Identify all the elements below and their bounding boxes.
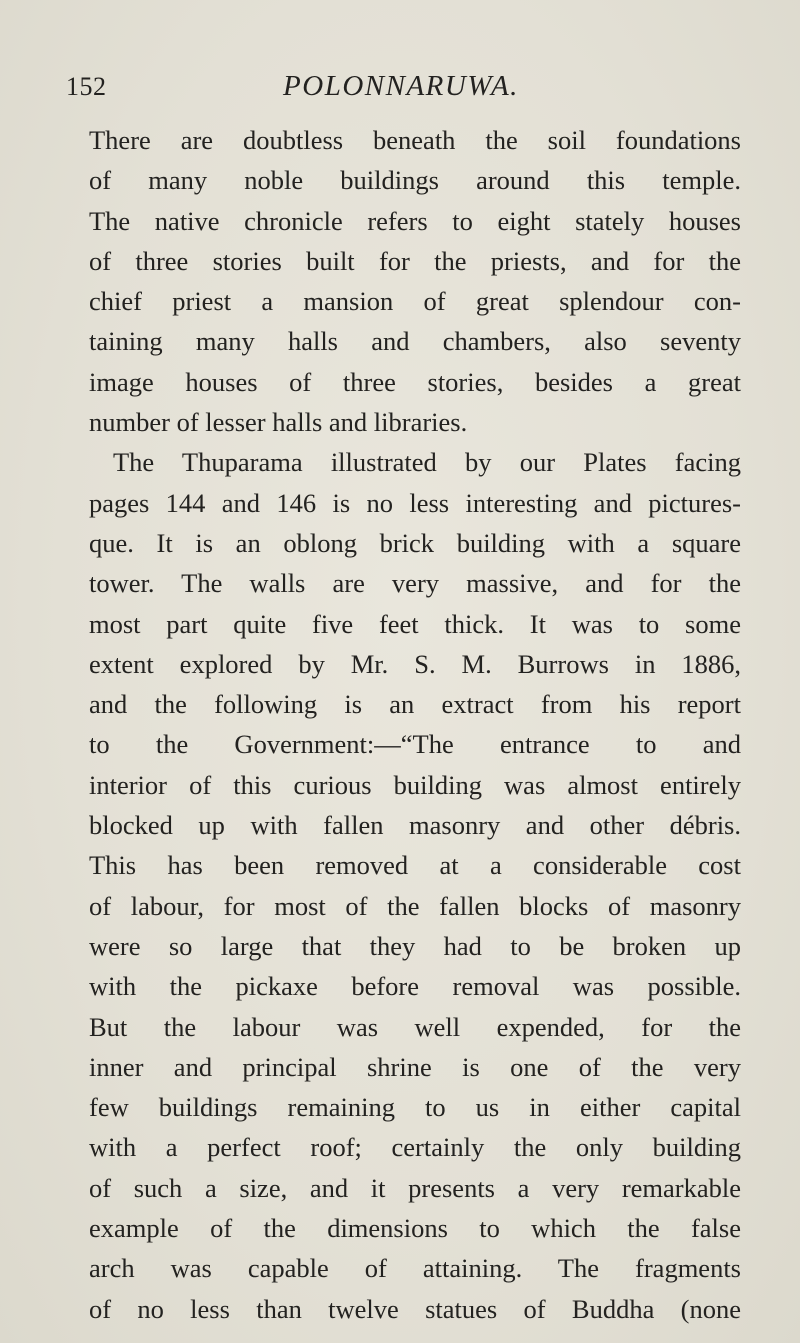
- running-head: [66, 66, 736, 106]
- text-line: pages 144 and 146 is no less interesting and pictures-: [89, 487, 741, 518]
- text-line: few buildings remaining to us in either capital: [89, 1092, 741, 1123]
- text-line: to the Government:—“The entrance to and: [89, 729, 741, 760]
- text-line: The native chronicle refers to eight stately houses: [89, 205, 741, 236]
- text-line: of labour, for most of the fallen blocks of masonry: [89, 890, 741, 921]
- text-line: blocked up with fallen masonry and other débris.: [89, 810, 741, 841]
- text-line: arch was capable of attaining. The fragments: [89, 1253, 741, 1284]
- text-line: of three stories built for the priests, and for the: [89, 245, 741, 276]
- text-line: extent explored by Mr. S. M. Burrows in 1886,: [89, 648, 741, 679]
- text-line: tower. The walls are very massive, and for the: [89, 568, 741, 599]
- body-text: [89, 120, 741, 1329]
- text-line: were so large that they had to be broken up: [89, 930, 741, 961]
- text-line: number of lesser halls and libraries.: [89, 407, 468, 438]
- text-line: This has been removed at a considerable cost: [89, 850, 741, 881]
- text-line: The Thuparama illustrated by our Plates facing: [113, 447, 741, 478]
- text-line: of no less than twelve statues of Buddha (none: [89, 1293, 741, 1324]
- running-title: POLONNARUWA.: [283, 70, 519, 102]
- text-line: But the labour was well expended, for the: [89, 1011, 741, 1042]
- text-line: of many noble buildings around this temple.: [89, 165, 741, 196]
- text-line: example of the dimensions to which the false: [89, 1213, 741, 1244]
- text-line: interior of this curious building was almost entirely: [89, 769, 741, 800]
- text-line: with the pickaxe before removal was possible.: [89, 971, 741, 1002]
- text-line: que. It is an oblong brick building with a square: [89, 527, 741, 558]
- text-line: of such a size, and it presents a very remarkable: [89, 1172, 741, 1203]
- text-line: and the following is an extract from his report: [89, 689, 741, 720]
- text-line: with a perfect roof; certainly the only building: [89, 1132, 741, 1163]
- text-line: taining many halls and chambers, also seventy: [89, 326, 741, 357]
- text-line: image houses of three stories, besides a great: [89, 366, 741, 397]
- text-line: inner and principal shrine is one of the very: [89, 1051, 741, 1082]
- text-line: chief priest a mansion of great splendour con-: [89, 286, 741, 317]
- text-line: There are doubtless beneath the soil foundations: [89, 125, 741, 155]
- text-line: most part quite five feet thick. It was to some: [89, 608, 741, 639]
- page-number: 152: [66, 72, 107, 101]
